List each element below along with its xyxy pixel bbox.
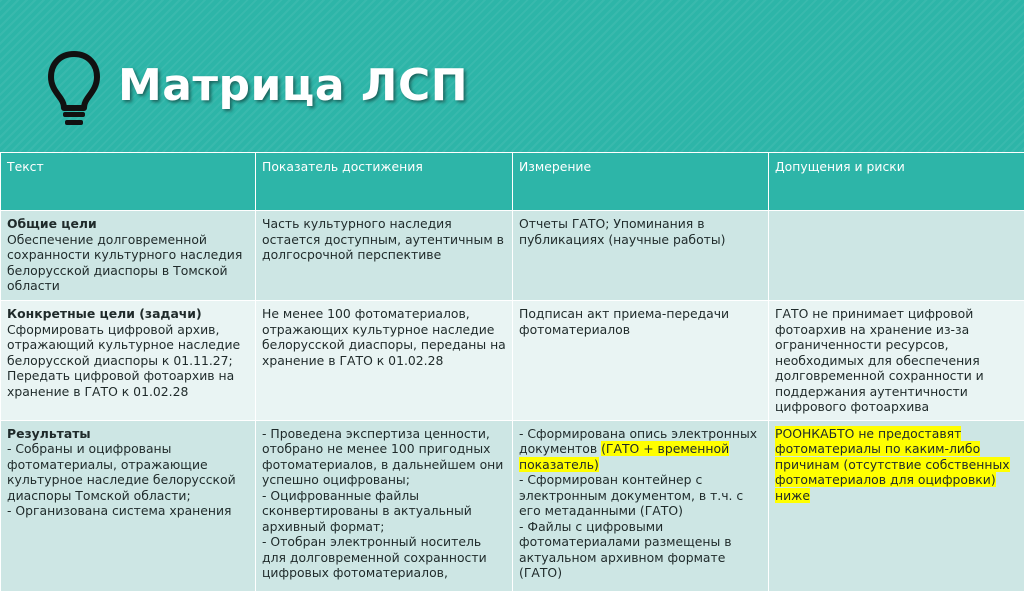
table-header-row [1,153,1024,211]
table-cell [1,211,256,301]
highlighted-text: РООНКАБТО не предоставят фотоматериалы по каким-либо причинам (отсутствие собственных фотоматериалов для оцифровки) ниже [775,426,1010,503]
cell-line: - Проведена экспертиза ценности, отобрано не менее 100 пригодных фотоматериалов, в дальнейшем они успешно оцифрованы; [262,426,506,488]
table-cell [769,420,1024,591]
table-cell: ГАТО не принимает цифровой фотоархив на хранение из-за ограниченности ресурсов, необходимых для обеспечения долговременной сохранности и поддержания аутентичности цифрового фотоархива [769,301,1024,421]
table-cell: Подписан акт приема-передачи фотоматериалов [513,301,769,421]
row-title: Конкретные цели (задачи) [7,306,249,322]
table-cell [769,211,1024,301]
cell-line: - Файлы с цифровыми фотоматериалами размещены в актуальном архивном формате (ГАТО) [519,519,762,581]
table-cell: Часть культурного наследия остается доступным, аутентичным в долгосрочной перспективе [256,211,513,301]
row-title: Результаты [7,426,249,442]
lfm-table [0,152,1024,592]
table-cell [1,420,256,591]
row-text: Обеспечение долговременной сохранности культурного наследия белорусской диаспоры в Томской области [7,232,249,294]
row-text: - Организована система хранения [7,503,249,519]
table-row [1,301,1024,421]
table-cell [513,420,769,591]
cell-text: - Сформирована опись электронных документов [519,426,757,457]
table-row [1,420,1024,591]
highlighted-text: (ГАТО + временной показатель) [519,441,729,472]
lightbulb-icon [46,50,102,130]
slide-header [0,0,1024,152]
table-cell: Отчеты ГАТО; Упоминания в публикациях (научные работы) [513,211,769,301]
cell-line: - Оцифрованные файлы сконвертированы в актуальный архивный формат; [262,488,506,535]
table-row [1,211,1024,301]
column-header: Текст [1,153,256,211]
cell-line [519,426,762,473]
cell-line: - Сформирован контейнер с электронным документом, в т.ч. с его метаданными (ГАТО) [519,472,762,519]
row-title: Общие цели [7,216,249,232]
table-cell: Не менее 100 фотоматериалов, отражающих культурное наследие белорусской диаспоры, переданы на хранение в ГАТО к 01.02.28 [256,301,513,421]
table-cell [1,301,256,421]
page-title: Матрица ЛСП [118,60,468,111]
column-header: Допущения и риски [769,153,1024,211]
column-header: Показатель достижения [256,153,513,211]
row-text: - Собраны и оцифрованы фотоматериалы, отражающие культурное наследие белорусской диаспоры Томской области; [7,441,249,503]
column-header: Измерение [513,153,769,211]
row-text: Сформировать цифровой архив, отражающий культурное наследие белорусской диаспоры к 01.11.27; Передать цифровой фотоархив на хранение в ГАТО к 01.02.28 [7,322,249,400]
table-cell [256,420,513,591]
cell-line: - Отобран электронный носитель для долговременной сохранности цифровых фотоматериалов, [262,534,506,581]
